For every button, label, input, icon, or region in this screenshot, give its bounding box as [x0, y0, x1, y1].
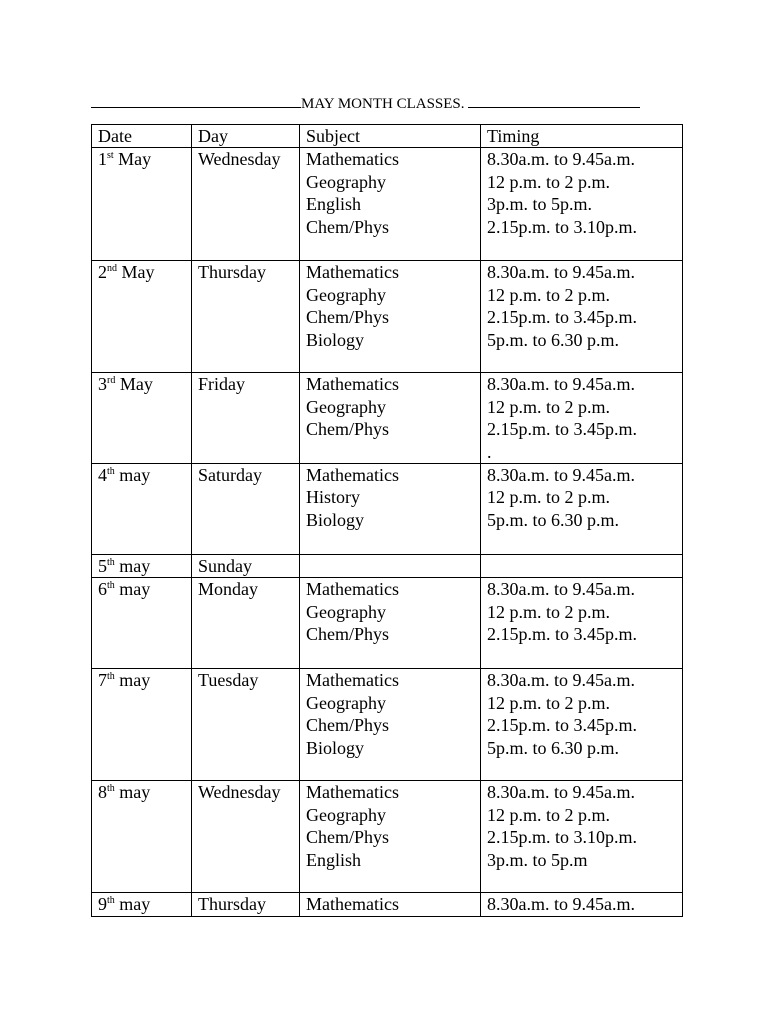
subject-item: Biology: [306, 329, 365, 350]
timing-cell: [481, 148, 683, 261]
date-cell: [92, 578, 192, 669]
subject-item: Geography: [306, 692, 386, 713]
subject-item: Mathematics: [306, 262, 399, 283]
timing-item: 2.15p.m. to 3.45p.m.: [487, 419, 638, 440]
header-timing: Timing: [481, 125, 683, 148]
day-cell: Wednesday: [192, 781, 300, 893]
day-cell: Saturday: [192, 463, 300, 554]
date-cell: [92, 148, 192, 261]
timing-item: 2.15p.m. to 3.10p.m.: [487, 216, 638, 237]
subject-item: History: [306, 487, 360, 508]
timing-item: 8.30a.m. to 9.45a.m.: [487, 579, 635, 600]
day-cell: Monday: [192, 578, 300, 669]
timing-item: 12 p.m. to 2 p.m.: [487, 487, 611, 508]
date-suffix: th: [107, 783, 115, 795]
date-number: 9: [98, 894, 107, 915]
timing-cell: [481, 781, 683, 893]
table-row: [92, 373, 683, 464]
date-number: 4: [98, 464, 107, 485]
subject-item: Mathematics: [306, 149, 399, 170]
date-cell: [92, 463, 192, 554]
timing-item: 5p.m. to 6.30 p.m.: [487, 737, 620, 758]
subject-item: Geography: [306, 804, 386, 825]
timing-item: .: [487, 441, 492, 462]
subject-item: Mathematics: [306, 670, 399, 691]
timing-item: 2.15p.m. to 3.45p.m.: [487, 715, 638, 736]
subject-item: Chem/Phys: [306, 216, 390, 237]
subject-cell: [300, 554, 481, 577]
date-number: 7: [98, 670, 107, 691]
subject-item: Geography: [306, 284, 386, 305]
subject-item: Biology: [306, 509, 365, 530]
subject-item: English: [306, 194, 362, 215]
date-month: may: [114, 579, 151, 600]
date-number: 2: [98, 262, 107, 283]
timing-item: 8.30a.m. to 9.45a.m.: [487, 782, 635, 803]
timing-cell: [481, 669, 683, 781]
timing-item: 12 p.m. to 2 p.m.: [487, 396, 611, 417]
subject-item: Mathematics: [306, 579, 399, 600]
timing-item: 8.30a.m. to 9.45a.m.: [487, 374, 635, 395]
date-suffix: th: [107, 556, 115, 568]
title-text: MAY MONTH CLASSES.: [301, 96, 465, 112]
table-row: [92, 578, 683, 669]
date-cell: [92, 373, 192, 464]
table-row: [92, 781, 683, 893]
timing-item: 8.30a.m. to 9.45a.m.: [487, 670, 635, 691]
timing-cell: [481, 463, 683, 554]
subject-item: Mathematics: [306, 374, 399, 395]
table-row: [92, 893, 683, 916]
day-cell: Thursday: [192, 261, 300, 373]
date-month: May: [115, 374, 153, 395]
timing-cell: [481, 373, 683, 464]
timing-item: 3p.m. to 5p.m.: [487, 194, 593, 215]
subject-cell: [300, 669, 481, 781]
subject-cell: [300, 893, 481, 916]
table-row: [92, 554, 683, 577]
date-suffix: th: [107, 465, 115, 477]
subject-item: English: [306, 849, 362, 870]
date-number: 6: [98, 579, 107, 600]
date-suffix: nd: [107, 263, 117, 275]
subject-item: Mathematics: [306, 894, 399, 915]
timing-item: 8.30a.m. to 9.45a.m.: [487, 149, 635, 170]
date-month: may: [114, 464, 151, 485]
date-month: may: [114, 555, 151, 576]
date-cell: [92, 261, 192, 373]
table-row: [92, 669, 683, 781]
day-cell: Wednesday: [192, 148, 300, 261]
subject-item: Chem/Phys: [306, 307, 390, 328]
date-suffix: th: [107, 671, 115, 683]
date-cell: [92, 893, 192, 916]
timing-item: 12 p.m. to 2 p.m.: [487, 601, 611, 622]
date-number: 8: [98, 782, 107, 803]
subject-item: Mathematics: [306, 782, 399, 803]
title-underline-left: [91, 93, 301, 108]
timing-item: 8.30a.m. to 9.45a.m.: [487, 894, 635, 915]
subject-item: Chem/Phys: [306, 715, 390, 736]
date-suffix: st: [107, 150, 114, 162]
timing-item: 8.30a.m. to 9.45a.m.: [487, 464, 635, 485]
subject-item: Geography: [306, 171, 386, 192]
header-date: Date: [92, 125, 192, 148]
timing-item: 12 p.m. to 2 p.m.: [487, 804, 611, 825]
subject-item: Mathematics: [306, 464, 399, 485]
date-month: may: [114, 894, 151, 915]
timing-cell: [481, 554, 683, 577]
subject-item: Geography: [306, 601, 386, 622]
timing-cell: [481, 893, 683, 916]
date-month: may: [114, 782, 151, 803]
timing-item: 2.15p.m. to 3.45p.m.: [487, 307, 638, 328]
timing-item: 12 p.m. to 2 p.m.: [487, 171, 611, 192]
timing-item: 12 p.m. to 2 p.m.: [487, 284, 611, 305]
subject-item: Geography: [306, 396, 386, 417]
subject-cell: [300, 148, 481, 261]
timing-cell: [481, 261, 683, 373]
day-cell: Tuesday: [192, 669, 300, 781]
table-row: [92, 261, 683, 373]
date-cell: [92, 554, 192, 577]
date-number: 3: [98, 374, 107, 395]
header-row: [92, 125, 683, 148]
subject-cell: [300, 373, 481, 464]
subject-item: Biology: [306, 737, 365, 758]
date-suffix: rd: [107, 375, 116, 387]
day-cell: Thursday: [192, 893, 300, 916]
timing-item: 3p.m. to 5p.m: [487, 849, 588, 870]
schedule-table: [91, 124, 683, 917]
page-title: [91, 93, 657, 114]
timing-item: 5p.m. to 6.30 p.m.: [487, 509, 620, 530]
date-number: 5: [98, 555, 107, 576]
day-cell: Friday: [192, 373, 300, 464]
header-day: Day: [192, 125, 300, 148]
timing-item: 2.15p.m. to 3.45p.m.: [487, 624, 638, 645]
subject-item: Chem/Phys: [306, 827, 390, 848]
table-row: [92, 463, 683, 554]
timing-item: 8.30a.m. to 9.45a.m.: [487, 262, 635, 283]
date-month: may: [114, 670, 151, 691]
date-number: 1: [98, 149, 107, 170]
subject-cell: [300, 781, 481, 893]
date-cell: [92, 781, 192, 893]
date-suffix: th: [107, 895, 115, 907]
subject-cell: [300, 261, 481, 373]
date-month: May: [113, 149, 152, 170]
date-suffix: th: [107, 580, 115, 592]
timing-cell: [481, 578, 683, 669]
subject-item: Chem/Phys: [306, 419, 390, 440]
subject-item: Chem/Phys: [306, 624, 390, 645]
day-cell: Sunday: [192, 554, 300, 577]
subject-cell: [300, 463, 481, 554]
subject-cell: [300, 578, 481, 669]
timing-item: 12 p.m. to 2 p.m.: [487, 692, 611, 713]
date-month: May: [117, 262, 155, 283]
title-underline-right: [468, 93, 640, 108]
header-subject: Subject: [300, 125, 481, 148]
date-cell: [92, 669, 192, 781]
timing-item: 5p.m. to 6.30 p.m.: [487, 329, 620, 350]
table-row: [92, 148, 683, 261]
timing-item: 2.15p.m. to 3.10p.m.: [487, 827, 638, 848]
